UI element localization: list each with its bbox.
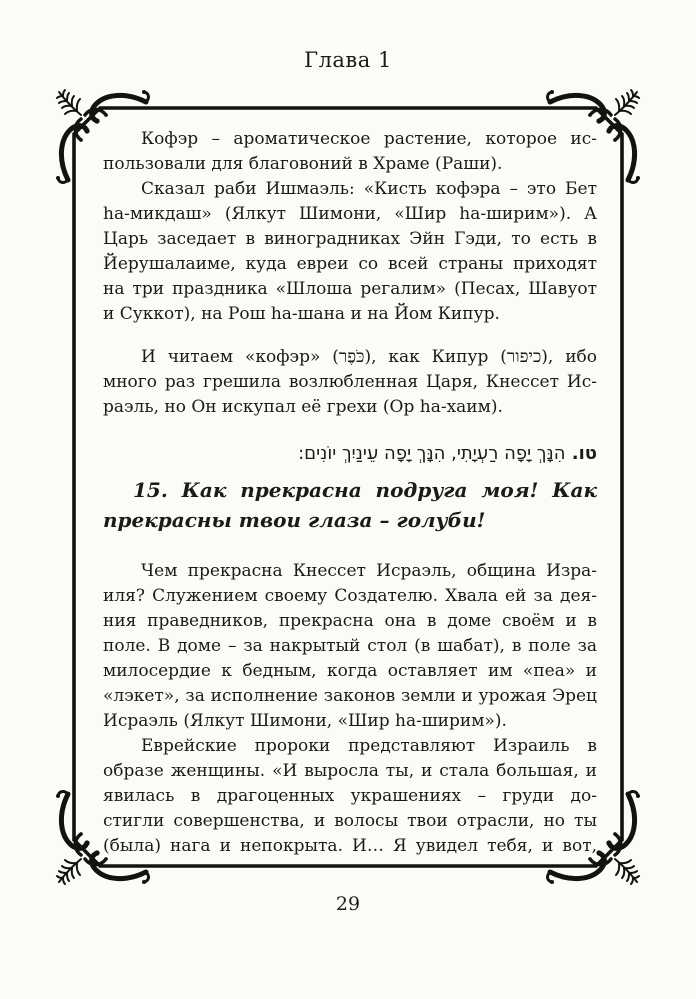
page-text-content (103, 127, 597, 859)
chapter-title: Глава 1 (304, 48, 392, 72)
text-line: явилась в драгоценных украшениях – груди до- (103, 786, 597, 806)
text-line: много раз грешила возлюбленная Царя, Кнессет Ис- (103, 372, 597, 392)
text-line: прекрасны твои глаза – голуби! (103, 508, 486, 532)
text-line: образе женщины. «И выросла ты, и стала большая, и (103, 761, 597, 781)
text-line: Чем прекрасна Кнессет Исраэль, община Изра- (141, 561, 597, 581)
paragraph (103, 559, 597, 734)
text-line: милосердие к бедным, когда оставляет им «пеа» и (103, 661, 597, 681)
text-line: (была) нага и непокрыта. И… Я увидел тебя, и вот, (103, 836, 597, 856)
paragraph (103, 345, 597, 420)
text-line: Йерушалаиме, куда евреи со всей страны приходят (103, 254, 597, 274)
text-line: 15. Как прекрасна подруга моя! Как (133, 478, 597, 502)
text-line: иля? Служением своему Создателю. Хвала ей за дея- (103, 586, 597, 606)
text-line: и Суккот), на Рош hа-шана и на Йом Кипур. (103, 304, 500, 324)
decorative-page-frame (72, 106, 624, 868)
text-line: ния праведников, прекрасна она в доме своём и в (103, 611, 597, 631)
text-line: на три праздника «Шлоша регалим» (Песах, Шавуот (103, 279, 597, 299)
text-line: Еврейские пророки представляют Израиль в (141, 736, 597, 756)
paragraph (103, 177, 597, 327)
text-line: раэль, но Он искупал её грехи (Ор hа-хаим). (103, 397, 503, 417)
page-number: 29 (335, 893, 361, 915)
hebrew-verse: טו. הִנָּךְ יָפָה רַעְיָתִי, הִנָּךְ יָפָה עֵינַיִךְ יוֹנִים: (298, 443, 597, 464)
paragraph (103, 127, 597, 177)
text-line: hа-микдаш» (Ялкут Шимони, «Шир hа-ширим»). А (103, 204, 597, 224)
text-line: Царь заседает в виноградниках Эйн Гэди, то есть в (103, 229, 597, 249)
text-line: И читаем «кофэр» (כֹּפֶר), как Кипур (כיפור), ибо (141, 347, 597, 367)
text-line: поле. В доме – за накрытый стол (в шабат), в поле за (103, 636, 597, 656)
section-heading (103, 475, 597, 535)
text-line: Исраэль (Ялкут Шимони, «Шир hа-ширим»). (103, 711, 507, 731)
verse-number: טו. (565, 443, 597, 464)
text-line: пользовали для благовоний в Храме (Раши). (103, 154, 503, 174)
text-line: стигли совершенства, и волосы твои отрасли, но ты (103, 811, 597, 831)
text-line: Кофэр – ароматическое растение, которое ис- (141, 129, 597, 149)
text-line: Сказал раби Ишмаэль: «Кисть кофэра – это Бет (141, 179, 597, 199)
paragraph (103, 734, 597, 859)
text-line: «лэкет», за исполнение законов земли и урожая Эрец (103, 686, 597, 706)
